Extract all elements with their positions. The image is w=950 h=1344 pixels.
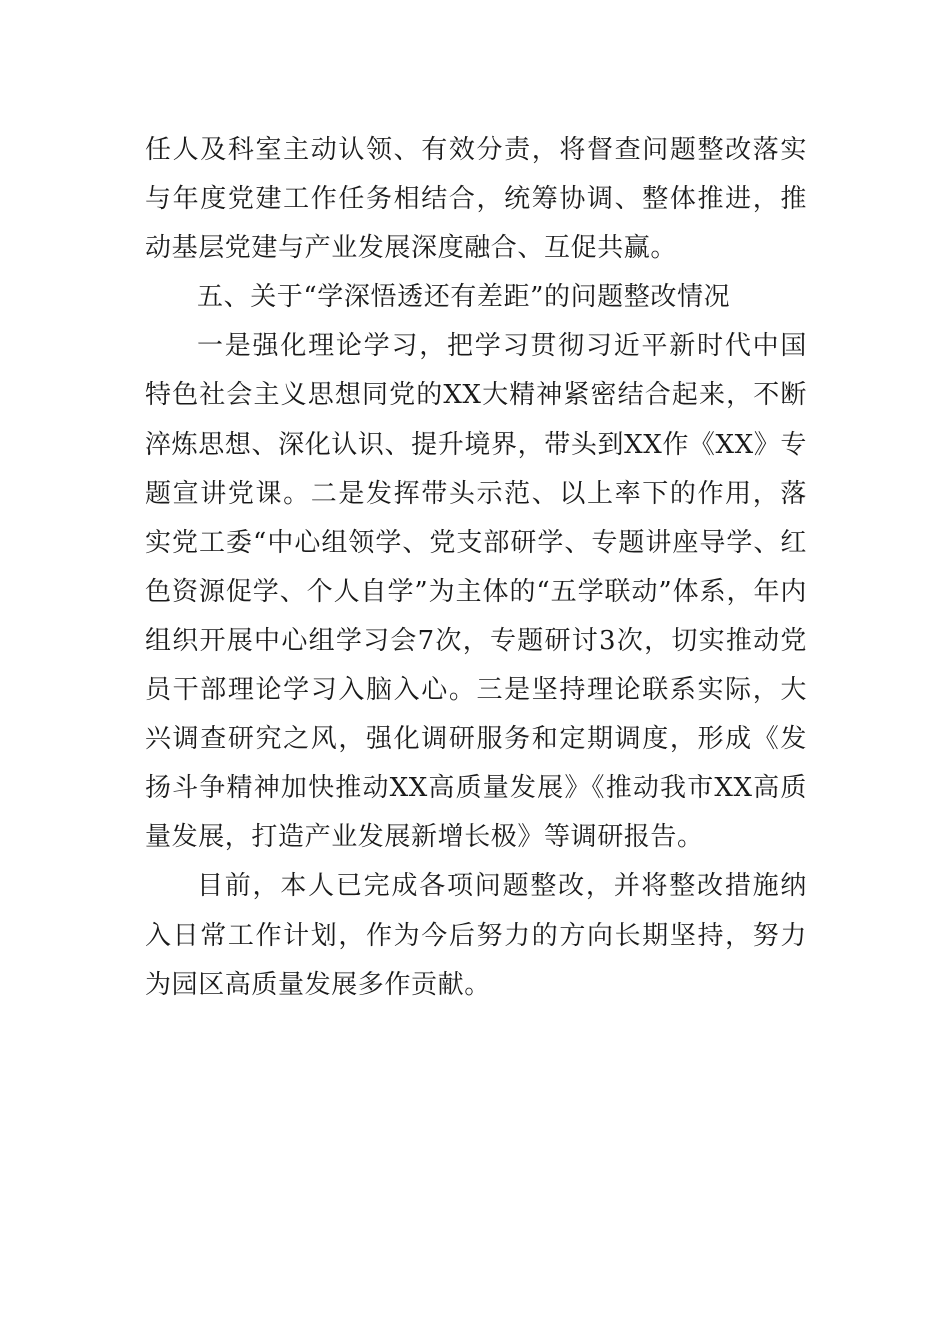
document-body [145,126,807,1010]
paragraph-continuation: 任人及科室主动认领、有效分责，将督查问题整改落实与年度党建工作任务相结合，统筹协调、整体推进，推动基层党建与产业发展深度融合、互促共赢。 [145,135,807,264]
paragraph-conclusion: 目前，本人已完成各项问题整改，并将整改措施纳入日常工作计划，作为今后努力的方向长期坚持，努力为园区高质量发展多作贡献。 [145,871,807,1000]
paragraph-measures: 一是强化理论学习，把学习贯彻习近平新时代中国特色社会主义思想同党的XX大精神紧密结合起来，不断淬炼思想、深化认识、提升境界，带头到XX作《XX》专题宣讲党课。二是发挥带头示范、以上率下的作用，落实党工委“中心组领学、党支部研学、专题讲座导学、红色资源促学、个人自学”为主体的“五学联动”体系，年内组织开展中心组学习会7次，专题研讨3次，切实推动党员干部理论学习入脑入心。三是坚持理论联系实际，大兴调查研究之风，强化调研服务和定期调度，形成《发扬斗争精神加快推动XX高质量发展》《推动我市XX高质量发展，打造产业发展新增长极》等调研报告。 [145,331,807,853]
section-heading: 五、关于“学深悟透还有差距”的问题整改情况 [197,282,731,313]
